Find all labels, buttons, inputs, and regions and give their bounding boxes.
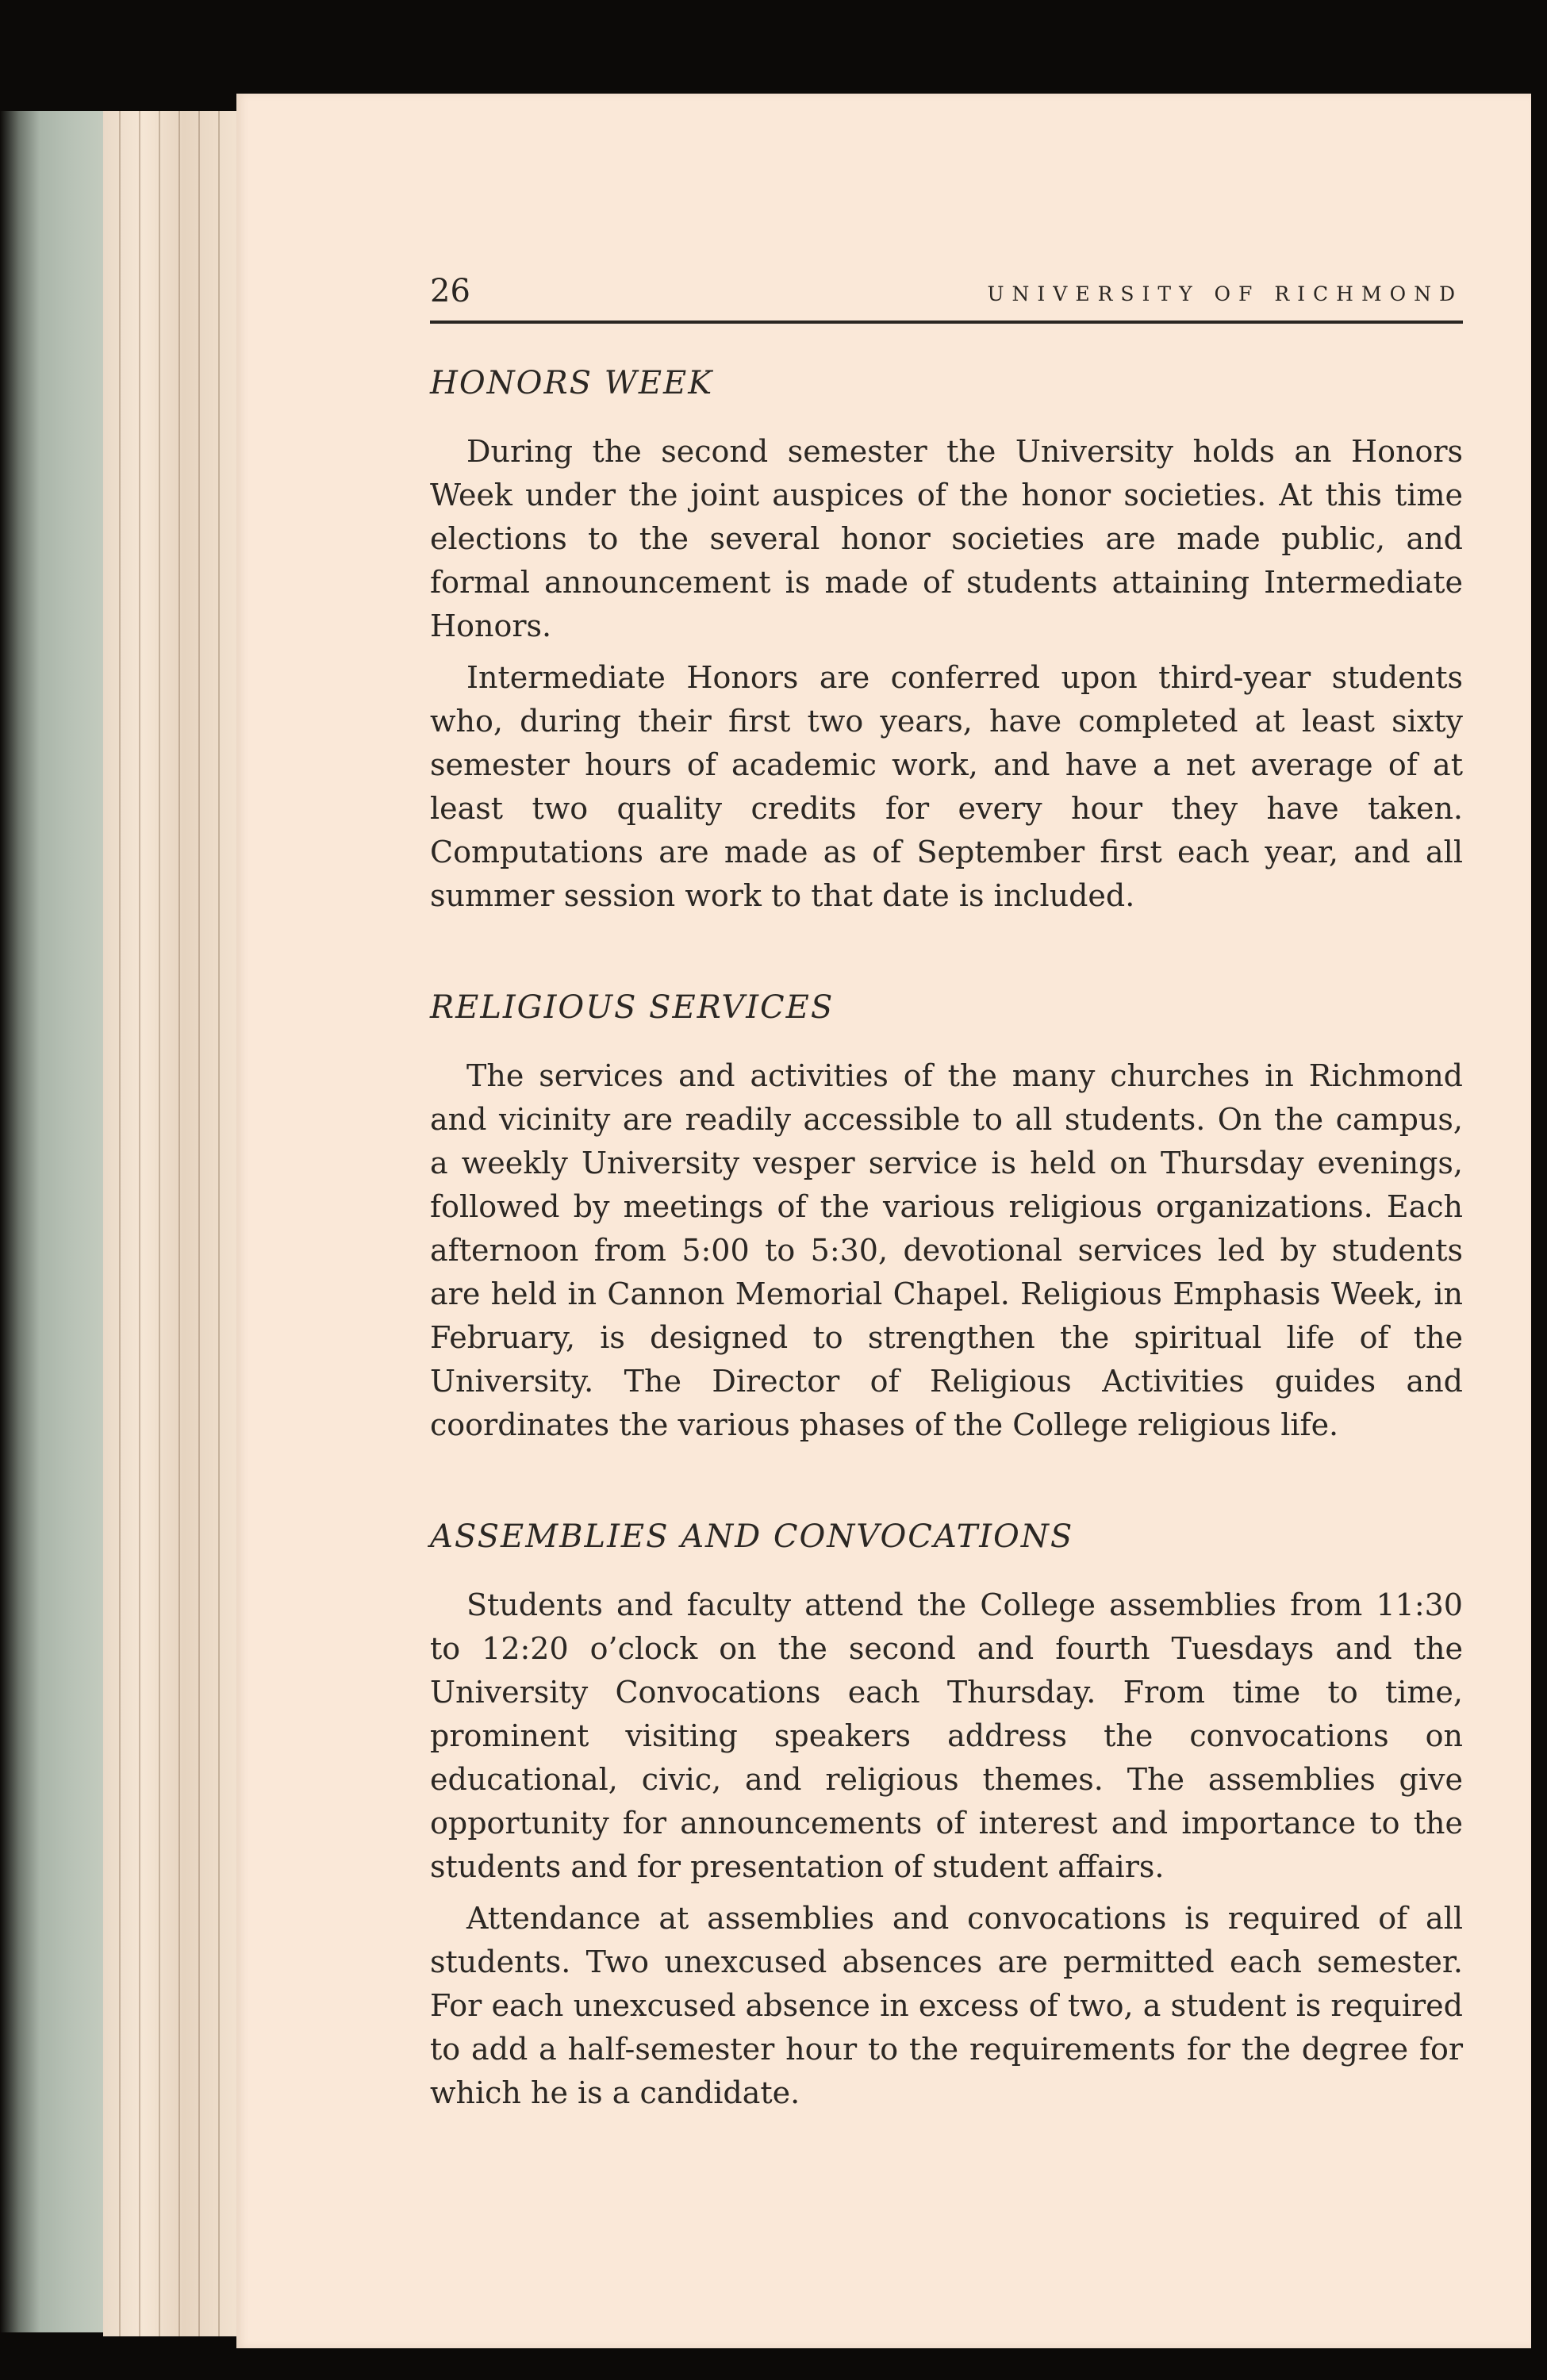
page-header (430, 270, 1463, 324)
section-title: ASSEMBLIES AND CONVOCATIONS (430, 1518, 1074, 1555)
paragraph: The services and activities of the many churches in Richmond and vicinity are readily accessible to all students. On the campus, a weekly University vesper service is held on Thursday evenings, followed by meetings of the various religious organizations. Each afternoon from 5:00 to 5:30, devotional services led by students are held in Cannon Memorial Chapel. Religious Emphasis Week, in February, is designed to strengthen the spiritual life of the University. The Director of Religious Activities guides and coordinates the various phases of the College religious life. (430, 1058, 1463, 1442)
page-edges (103, 111, 238, 2336)
section-title: HONORS WEEK (430, 365, 714, 401)
paragraph: Students and faculty attend the College assemblies from 11:30 to 12:20 o’clock on the second and fourth Tuesdays and the University Convocations each Thursday. From time to time, prominent visiting speakers address the convocations on educational, civic, and religious themes. The assemblies give opportunity for announcements of interest and importance to the students and for presentation of student affairs. (430, 1587, 1463, 1884)
section-title: RELIGIOUS SERVICES (430, 989, 835, 1026)
paragraph: Intermediate Honors are conferred upon third-year students who, during their first two years, have completed at least sixty semester hours of academic work, and have a net average of at least two quality credits for every hour they have taken. Computations are made as of September first each year, and all summer session work to that date is included. (430, 660, 1463, 913)
page-content (430, 365, 1463, 2186)
section-honors-week (430, 365, 1463, 918)
paragraph: During the second semester the University holds an Honors Week under the joint auspices of the honor societies. At this time elections to the several honor societies are made public, and formal announcement is made of students attaining Intermediate Honors. (430, 434, 1463, 643)
section-assemblies-convocations (430, 1518, 1463, 2115)
running-head: UNIVERSITY OF RICHMOND (987, 282, 1463, 305)
page-number: 26 (430, 273, 470, 309)
section-religious-services (430, 989, 1463, 1447)
paragraph: Attendance at assemblies and convocations is required of all students. Two unexcused absences are permitted each semester. For each unexcused absence in excess of two, a student is required to add a half-semester hour to the requirements for the degree for which he is a candidate. (430, 1901, 1463, 2110)
